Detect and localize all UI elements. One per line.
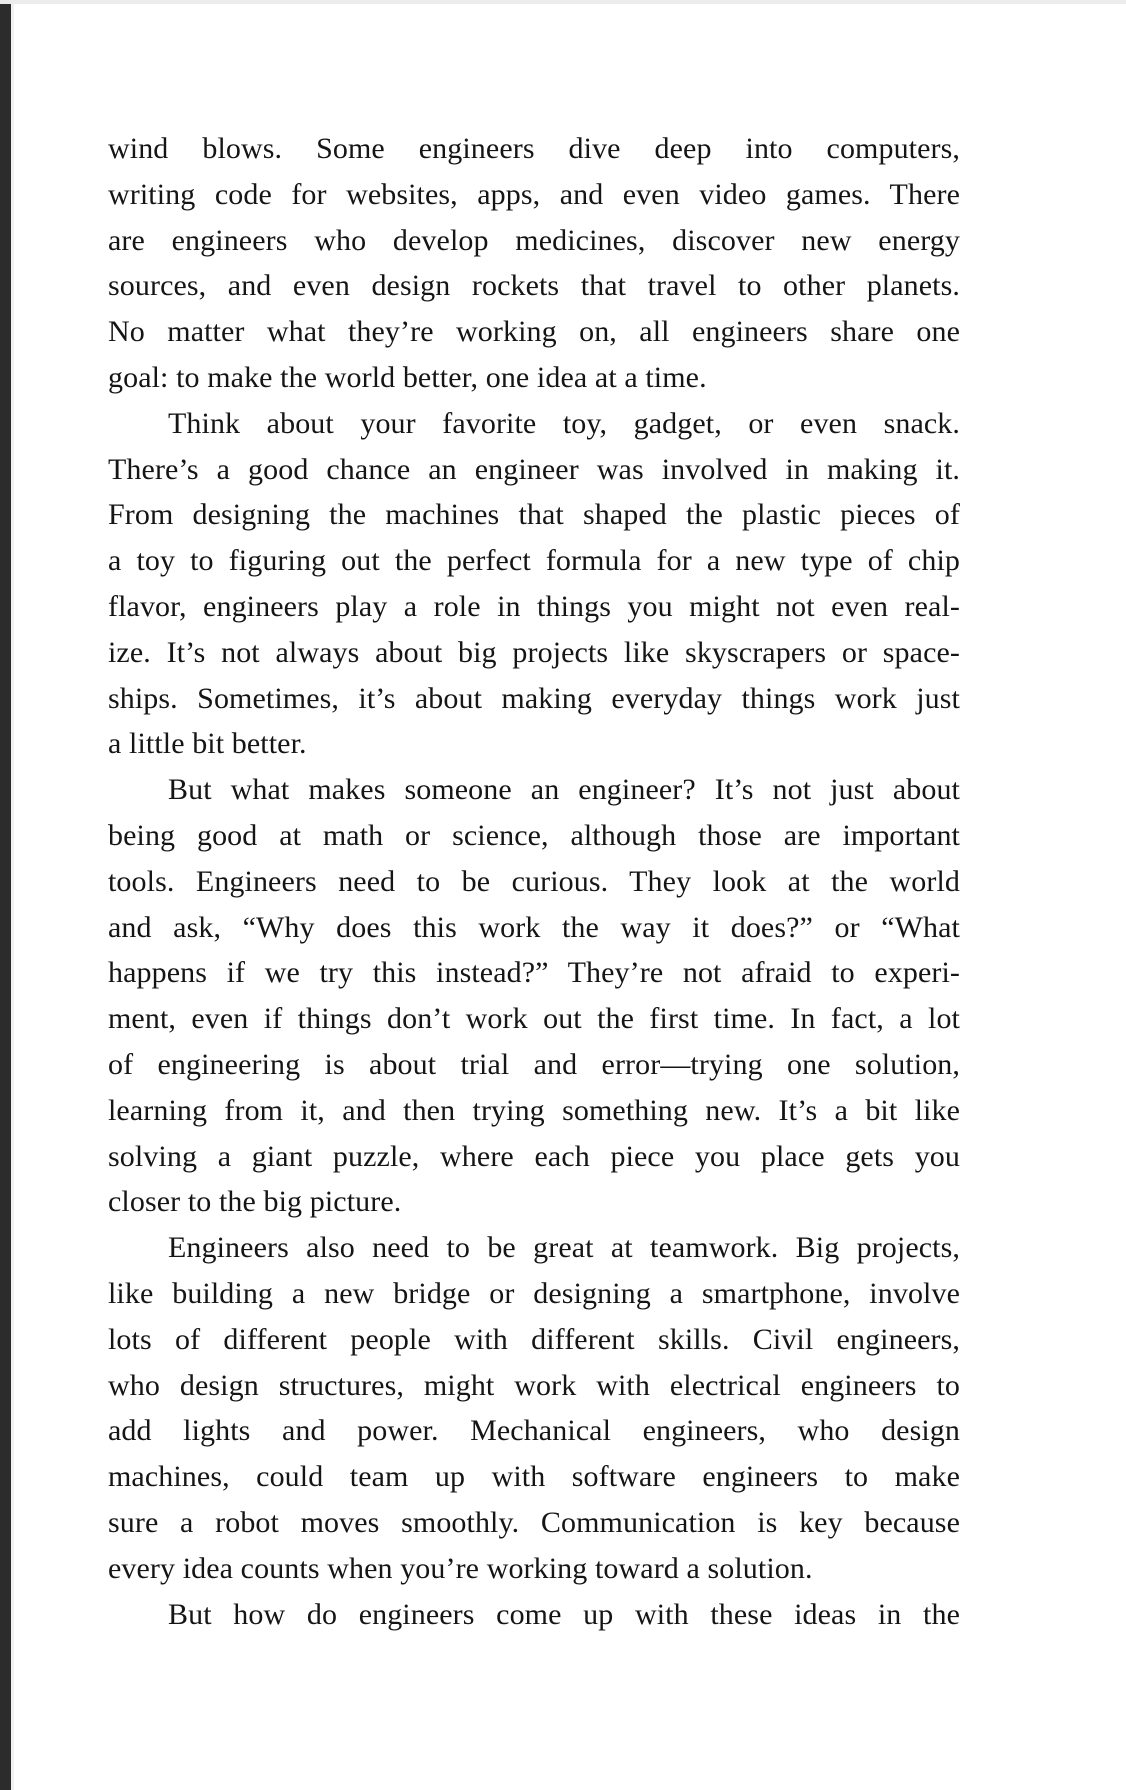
- paragraph: [108, 126, 960, 401]
- text-line: add lights and power. Mechanical engineers, who design: [108, 1414, 960, 1448]
- text-line: machines, could team up with software engineers to make: [108, 1460, 960, 1494]
- text-line: lots of different people with different skills. Civil engineers,: [108, 1322, 960, 1356]
- page-gutter-line: [11, 4, 14, 1790]
- text-line: flavor, engineers play a role in things you might not even real-: [108, 589, 960, 623]
- text-line: ize. It’s not always about big projects like skyscrapers or space-: [108, 635, 960, 669]
- window-top-edge: [0, 0, 1126, 4]
- text-line: But how do engineers come up with these ideas in the: [168, 1597, 960, 1631]
- text-line: goal: to make the world better, one idea at a time.: [108, 360, 707, 394]
- text-line: who design structures, might work with electrical engineers to: [108, 1368, 960, 1402]
- text-line: writing code for websites, apps, and even video games. There: [108, 177, 960, 211]
- text-line: and ask, “Why does this work the way it does?” or “What: [108, 910, 960, 944]
- text-line: But what makes someone an engineer? It’s not just about: [168, 773, 960, 807]
- text-line: a toy to figuring out the perfect formula for a new type of chip: [108, 544, 960, 578]
- text-line: are engineers who develop medicines, discover new energy: [108, 223, 960, 257]
- text-line: closer to the big picture.: [108, 1185, 402, 1219]
- text-line: happens if we try this instead?” They’re not afraid to experi-: [108, 956, 960, 990]
- text-line: Engineers also need to be great at teamwork. Big projects,: [168, 1231, 960, 1265]
- paragraph: [108, 1592, 960, 1638]
- paragraph: [108, 401, 960, 767]
- text-line: ment, even if things don’t work out the first time. In fact, a lot: [108, 1002, 960, 1036]
- text-line: ships. Sometimes, it’s about making everyday things work just: [108, 681, 960, 715]
- text-line: wind blows. Some engineers dive deep into computers,: [108, 132, 960, 165]
- text-line: being good at math or science, although those are important: [108, 818, 960, 852]
- window-left-edge-bar: [0, 4, 11, 1790]
- text-line: learning from it, and then trying something new. It’s a bit like: [108, 1093, 960, 1127]
- text-line: sources, and even design rockets that travel to other planets.: [108, 269, 960, 303]
- text-line: No matter what they’re working on, all engineers share one: [108, 315, 960, 349]
- page-text-column: [108, 126, 960, 1637]
- text-line: a little bit better.: [108, 727, 307, 761]
- text-line: Think about your favorite toy, gadget, or even snack.: [168, 406, 960, 440]
- text-line: From designing the machines that shaped the plastic pieces of: [108, 498, 960, 532]
- text-line: tools. Engineers need to be curious. They look at the world: [108, 864, 960, 898]
- text-line: solving a giant puzzle, where each piece you place gets you: [108, 1139, 960, 1173]
- text-line: every idea counts when you’re working toward a solution.: [108, 1551, 813, 1585]
- text-line: There’s a good chance an engineer was involved in making it.: [108, 452, 960, 486]
- paragraph: [108, 1225, 960, 1591]
- text-line: of engineering is about trial and error—trying one solution,: [108, 1047, 960, 1081]
- text-line: like building a new bridge or designing a smartphone, involve: [108, 1276, 960, 1310]
- text-line: sure a robot moves smoothly. Communication is key because: [108, 1505, 960, 1539]
- paragraph: [108, 767, 960, 1225]
